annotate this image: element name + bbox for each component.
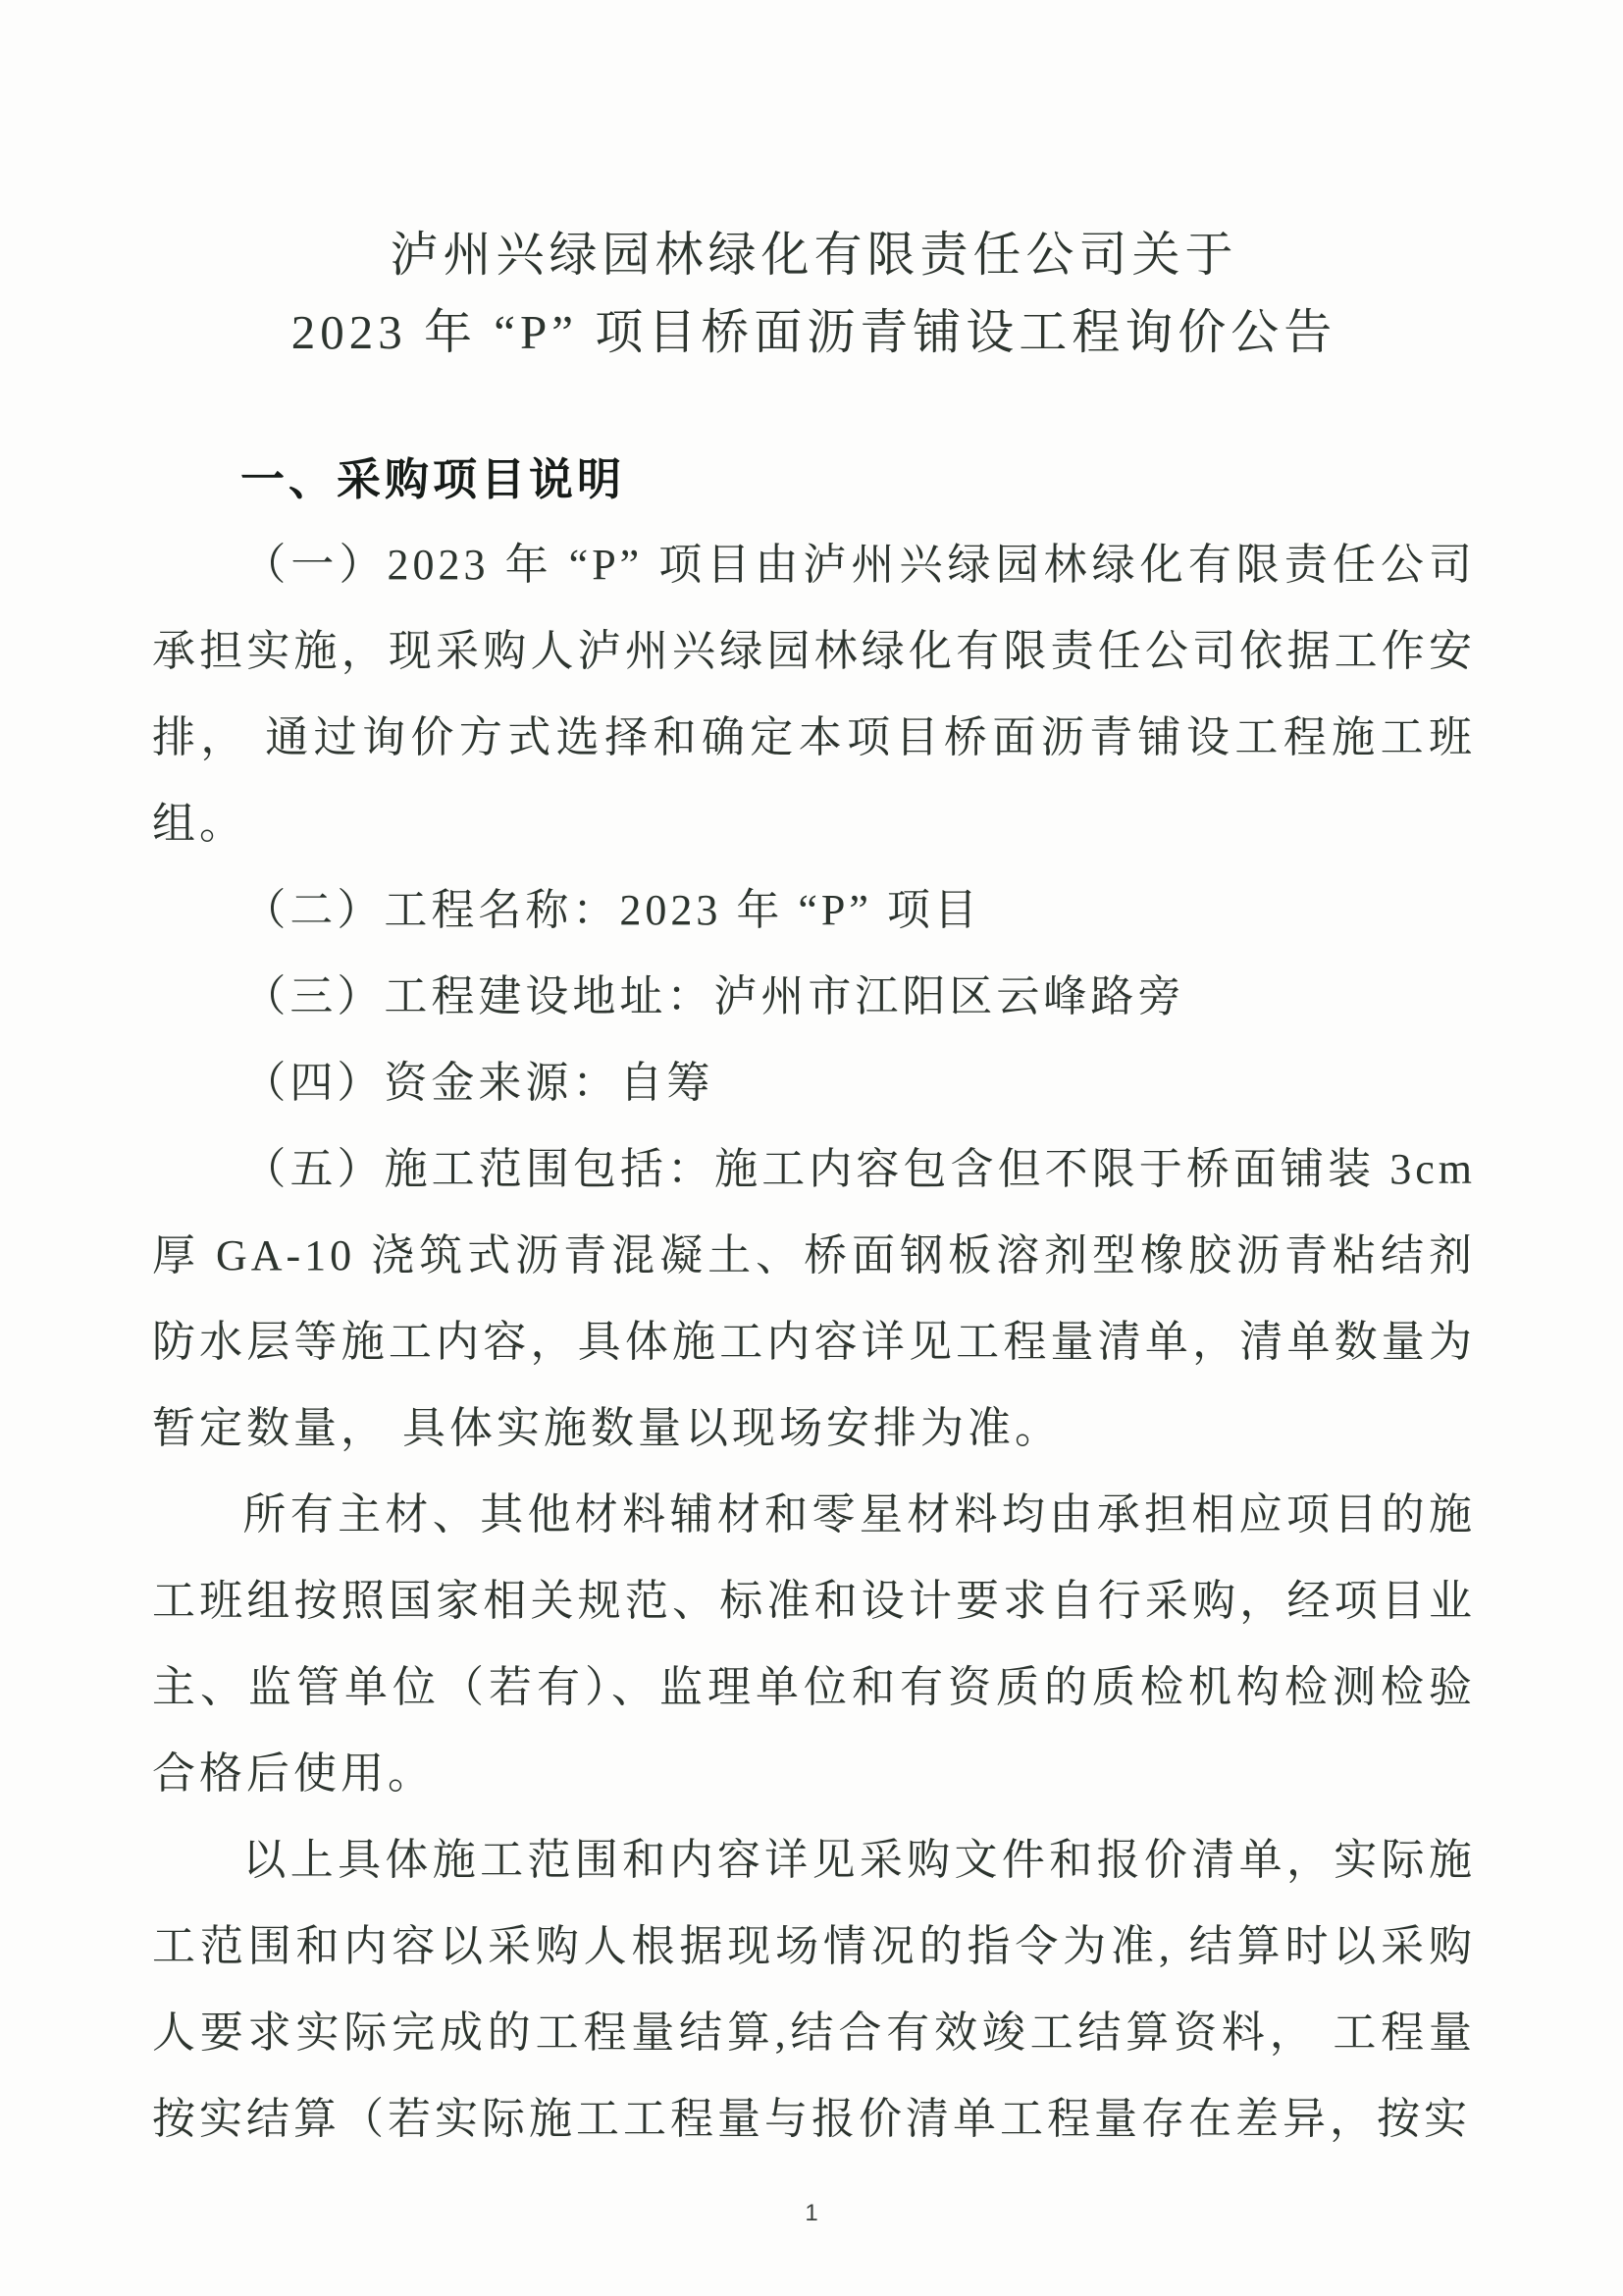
- page-number: 1: [805, 2200, 818, 2226]
- paragraph-item-3-project-address: （三）工程建设地址：泸州市江阳区云峰路旁: [242, 972, 1185, 1020]
- paragraph-item-2-project-name: （二）工程名称：2023 年 “P” 项目: [242, 886, 981, 934]
- paragraph-item-1: （一）2023 年 “P” 项目由泸州兴绿园林绿化有限责任公司承担实施，现采购人泸州兴绿园林绿化有限责任公司依据工作安排， 通过询价方式选择和确定本项目桥面沥青铺设工程施工班组。: [152, 541, 1476, 848]
- section-heading-procurement-description: 一、采购项目说明: [240, 454, 626, 504]
- document-body: [152, 522, 1476, 2163]
- paragraph-item-5-construction-scope: （五）施工范围包括：施工内容包含但不限于桥面铺装 3cm 厚 GA-10 浇筑式沥青混凝土、桥面钢板溶剂型橡胶沥青粘结剂防水层等施工内容，具体施工内容详见工程量清单，清单数量为暂定数量， 具体实施数量以现场安排为准。: [152, 1145, 1476, 1452]
- paragraph-materials: 所有主材、其他材料辅材和零星材料均由承担相应项目的施工班组按照国家相关规范、标准和设计要求自行采购，经项目业主、监管单位（若有）、监理单位和有资质的质检机构检测检验合格后使用。: [152, 1490, 1476, 1798]
- document-title: [152, 216, 1476, 371]
- document-title-line2: 2023 年 “P” 项目桥面沥青铺设工程询价公告: [290, 305, 1337, 359]
- paragraph-settlement: 以上具体施工范围和内容详见采购文件和报价清单，实际施工范围和内容以采购人根据现场情况的指令为准, 结算时以采购人要求实际完成的工程量结算,结合有效竣工结算资料， 工程量按实结算（若实际施工工程量与报价清单工程量存在差异，按实: [152, 1836, 1476, 2143]
- paragraph-item-4-funding-source: （四）资金来源：自筹: [242, 1059, 714, 1107]
- document-title-line1: 泸州兴绿园林绿化有限责任公司关于: [390, 228, 1238, 282]
